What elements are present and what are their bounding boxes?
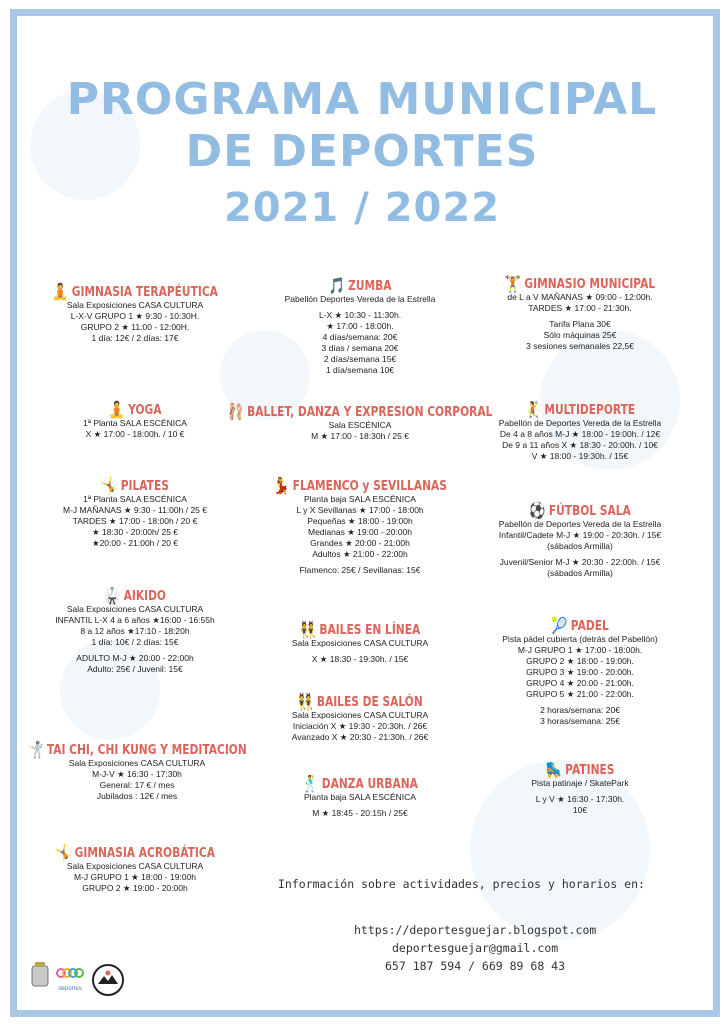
- section-place: Pabellón de Deportes Vereda de la Estrella: [498, 519, 662, 529]
- section-place: Sala Exposiciones CASA CULTURA: [66, 604, 204, 614]
- weightlifter-icon: 🏋: [504, 274, 522, 293]
- schedule-line: Infantil/Cadete M-J ★ 19:00 - 20:30h. / 15€: [498, 530, 662, 540]
- yoga-figure-icon: 🧘: [52, 282, 69, 301]
- schedule-line: GRUPO 5 ★ 21:00 - 22:00h.: [526, 689, 634, 699]
- title-year: 2021 / 2022: [223, 185, 501, 231]
- schedule-line: Pequeñas ★ 18:00 - 19:00h: [307, 516, 413, 526]
- section-place: Pista pádel cubierta (detrás del Pabellón): [502, 634, 658, 644]
- section-place: Planta baja SALA ESCÉNICA: [304, 494, 416, 504]
- section-place: Sala Exposiciones CASA CULTURA: [66, 861, 204, 871]
- section-yoga: [30, 402, 240, 440]
- section-title: GIMNASIA TERAPÉUTICA: [71, 284, 218, 300]
- section-bailes-salon: [250, 694, 470, 743]
- section-place: 1ª Planta SALA ESCÉNICA: [83, 494, 187, 504]
- section-title: PATINES: [565, 762, 615, 778]
- section-flamenco: [250, 478, 470, 576]
- schedule-line: L-X ★ 10:30 - 11:30h.: [318, 310, 402, 320]
- schedule-line: X ★ 17:00 - 18:00h. / 10 €: [85, 429, 185, 439]
- section-title: BAILES EN LÍNEA: [319, 622, 421, 638]
- section-place: 1ª Planta SALA ESCÉNICA: [83, 418, 187, 428]
- schedule-line: GRUPO 2 ★ 18:00 - 19:00h.: [526, 656, 634, 666]
- section-place: Pista patinaje / SkatePark: [531, 778, 629, 788]
- town-shield-logo: [30, 962, 50, 992]
- zumba-icon: 🎵: [328, 276, 345, 295]
- schedule-line: ADULTO M-J ★ 20:00 - 22:00h: [76, 653, 194, 663]
- schedule-line: M-J GRUPO 1 ★ 17:00 - 18:00h.: [517, 645, 643, 655]
- section-danza-urbana: [250, 776, 470, 819]
- section-title: DANZA URBANA: [321, 776, 418, 792]
- section-futbol-sala: [460, 503, 700, 579]
- schedule-line: Medianas ★ 19:00 - 20:00h: [307, 527, 413, 537]
- section-padel: [460, 618, 700, 727]
- club-round-logo: [92, 964, 124, 996]
- section-aikido: [30, 588, 240, 675]
- section-ballet: [227, 402, 493, 442]
- schedule-line: TARDES ★ 17:00 - 18:00h / 20 €: [72, 516, 198, 526]
- schedule-line: L-X-V GRUPO 1 ★ 9:30 - 10:30H.: [70, 311, 200, 321]
- section-place: Sala Exposiciones CASA CULTURA: [66, 300, 204, 310]
- roller-skate-icon: 🛼: [545, 760, 562, 779]
- schedule-line: GRUPO 4 ★ 20:00 - 21:00h.: [526, 678, 634, 688]
- price-line: 3 días / semana 20€: [321, 343, 399, 353]
- schedule-line: GRUPO 2 ★ 19:00 - 20:00h: [82, 883, 188, 893]
- price-line: 1 día: 10€ / 2 días: 15€: [91, 637, 179, 647]
- schedule-line: De 9 a 11 años X ★ 18:30 - 20:00h. / 10€: [502, 440, 658, 450]
- section-title: YOGA: [128, 402, 162, 418]
- runner-icon: 🤾: [524, 400, 542, 419]
- price-line: Jubilados : 12€ / mes: [96, 791, 178, 801]
- football-player-icon: ⚽: [529, 501, 546, 520]
- section-title: GIMNASIA ACROBÁTICA: [74, 845, 215, 861]
- schedule-line: Juvenil/Senior M-J ★ 20:30 - 22:00h. / 15€: [499, 557, 661, 567]
- section-gimnasia-terapeutica: [30, 284, 240, 344]
- section-title: FÚTBOL SALA: [548, 503, 631, 519]
- schedule-line: Adultos ★ 21:00 - 22:00h: [312, 549, 408, 559]
- price-line: Flamenco: 25€ / Sevillanas: 15€: [299, 565, 421, 575]
- section-title: TAI CHI, CHI KUNG Y MEDITACION: [46, 742, 247, 758]
- schedule-line: de L a V MAÑANAS ★ 09:00 - 12:00h.: [507, 292, 653, 302]
- section-zumba: [250, 278, 470, 376]
- price-line: 2 días/semana 15€: [323, 354, 397, 364]
- price-line: 10€: [572, 805, 588, 815]
- yoga-figure-icon: 🧘: [108, 400, 125, 419]
- deportes-logo-text: deportes: [58, 986, 82, 992]
- ballet-figure-icon: 🩰: [227, 402, 244, 421]
- section-place: Pabellón Deportes Vereda de la Estrella: [284, 294, 436, 304]
- section-title: GIMNASIO MUNICIPAL: [524, 276, 656, 292]
- section-place: Sala Exposiciones CASA CULTURA: [291, 710, 429, 720]
- schedule-line: Avanzado X ★ 20:30 - 21:30h. / 26€: [291, 732, 429, 742]
- schedule-line: M ★ 17:00 - 18:30h / 25 €: [311, 431, 409, 441]
- section-place: Pabellón de Deportes Vereda de la Estrella: [498, 418, 662, 428]
- schedule-line: ★ 17:00 - 18:00h.: [326, 321, 394, 331]
- schedule-line: De 4 a 8 años M-J ★ 18:00 - 19:00h. / 12€: [499, 429, 661, 439]
- price-line: 1 día/semana 10€: [325, 365, 395, 375]
- schedule-line: INFANTIL L-X 4 a 6 años ★16:00 - 16:55h: [55, 615, 215, 625]
- title-line-1: PROGRAMA MUNICIPAL: [66, 74, 658, 125]
- section-gimnasio: [460, 276, 700, 352]
- schedule-line: L y X Sevillanas ★ 17:00 - 18:00h: [296, 505, 424, 515]
- title-line-2: DE DEPORTES: [185, 126, 539, 177]
- schedule-line: M-J-V ★ 16:30 - 17:30h: [92, 769, 182, 779]
- section-place: Sala ESCÉNICA: [328, 420, 392, 430]
- dancing-couple-icon: 👯: [297, 692, 314, 711]
- section-title: PADEL: [570, 618, 609, 634]
- schedule-line: ★20:00 - 21:00h / 20 €: [91, 538, 179, 548]
- schedule-line: ★ 18:30 - 20:00h/ 25 €: [91, 527, 179, 537]
- schedule-line: V ★ 18:00 - 19:30h. / 15€: [531, 451, 629, 461]
- note-line: (sábados Armilla): [547, 568, 613, 578]
- phone-numbers: 657 187 594 / 669 89 68 43: [385, 959, 566, 973]
- section-taichi: [22, 742, 252, 802]
- section-bailes-linea: [250, 622, 470, 665]
- flamenco-dancer-icon: 💃: [273, 476, 290, 495]
- price-line: 4 días/semana: 20€: [322, 332, 398, 342]
- section-title: BALLET, DANZA Y EXPRESION CORPORAL: [247, 404, 493, 420]
- section-gimnasia-acrobatica: [25, 845, 245, 894]
- acrobat-figure-icon: 🤸: [55, 843, 72, 862]
- price-line: Sólo máquinas 25€: [543, 330, 617, 340]
- section-multideporte: [460, 402, 700, 462]
- section-title: MULTIDEPORTE: [544, 402, 636, 418]
- schedule-line: TARDES ★ 17:00 - 21:30h.: [528, 303, 632, 313]
- price-line: General: 17 € / mes: [99, 780, 175, 790]
- section-title: BAILES DE SALÓN: [316, 694, 423, 710]
- section-title: FLAMENCO y SEVILLANAS: [292, 478, 447, 494]
- email-link[interactable]: deportesguejar@gmail.com: [392, 941, 559, 955]
- martial-arts-icon: 🥋: [104, 586, 121, 605]
- schedule-line: X ★ 18:30 - 19:30h. / 15€: [311, 654, 409, 664]
- section-title: AIKIDO: [123, 588, 166, 604]
- price-line: 1 día: 12€ / 2 días: 17€: [91, 333, 179, 343]
- deportes-logo: [55, 966, 85, 992]
- dance-figure-icon: 🤸: [101, 476, 118, 495]
- info-text: Información sobre actividades, precios y horarios en:: [278, 877, 645, 891]
- taichi-figure-icon: 🤺: [27, 740, 44, 759]
- schedule-line: 8 a 12 años ★17:10 - 18:20h: [80, 626, 190, 636]
- note-line: (sábados Armilla): [547, 541, 613, 551]
- section-place: Sala Exposiciones CASA CULTURA: [68, 758, 206, 768]
- schedule-line: M-J GRUPO 1 ★ 18:00 - 19:00h: [74, 872, 196, 882]
- schedule-line: Grandes ★ 20:00 - 21:00h: [310, 538, 410, 548]
- price-line: Tarifa Plana 30€: [549, 319, 611, 329]
- price-line: 2 horas/semana: 20€: [540, 705, 620, 715]
- schedule-line: GRUPO 2 ★ 11:00 - 12:00H.: [80, 322, 190, 332]
- website-link[interactable]: https://deportesguejar.blogspot.com: [354, 923, 597, 937]
- price-line: 3 sesiones semanales 22,5€: [526, 341, 634, 351]
- section-place: Planta baja SALA ESCÉNICA: [304, 792, 416, 802]
- section-title: ZUMBA: [348, 278, 392, 294]
- schedule-line: M-J MAÑANAS ★ 9:30 - 11:00h / 25 €: [63, 505, 207, 515]
- section-pilates: [30, 478, 240, 549]
- schedule-line: L y V ★ 16:30 - 17:30h.: [535, 794, 625, 804]
- price-line: 3 horas/semana: 25€: [540, 716, 620, 726]
- schedule-line: Iniciación X ★ 19:30 - 20:30h. / 26€: [292, 721, 428, 731]
- price-line: Adulto: 25€ / Juvenil: 15€: [87, 664, 183, 674]
- schedule-line: GRUPO 3 ★ 19:00 - 20:00h.: [526, 667, 634, 677]
- street-dancer-icon: 🕺: [302, 774, 319, 793]
- section-title: PILATES: [120, 478, 169, 494]
- section-patines: [460, 762, 700, 816]
- padel-player-icon: 🎾: [551, 616, 568, 635]
- dancing-couple-icon: 👯: [299, 620, 317, 639]
- schedule-line: M ★ 18:45 - 20:15h / 25€: [312, 808, 408, 818]
- section-place: Sala Exposiciones CASA CULTURA: [291, 638, 429, 648]
